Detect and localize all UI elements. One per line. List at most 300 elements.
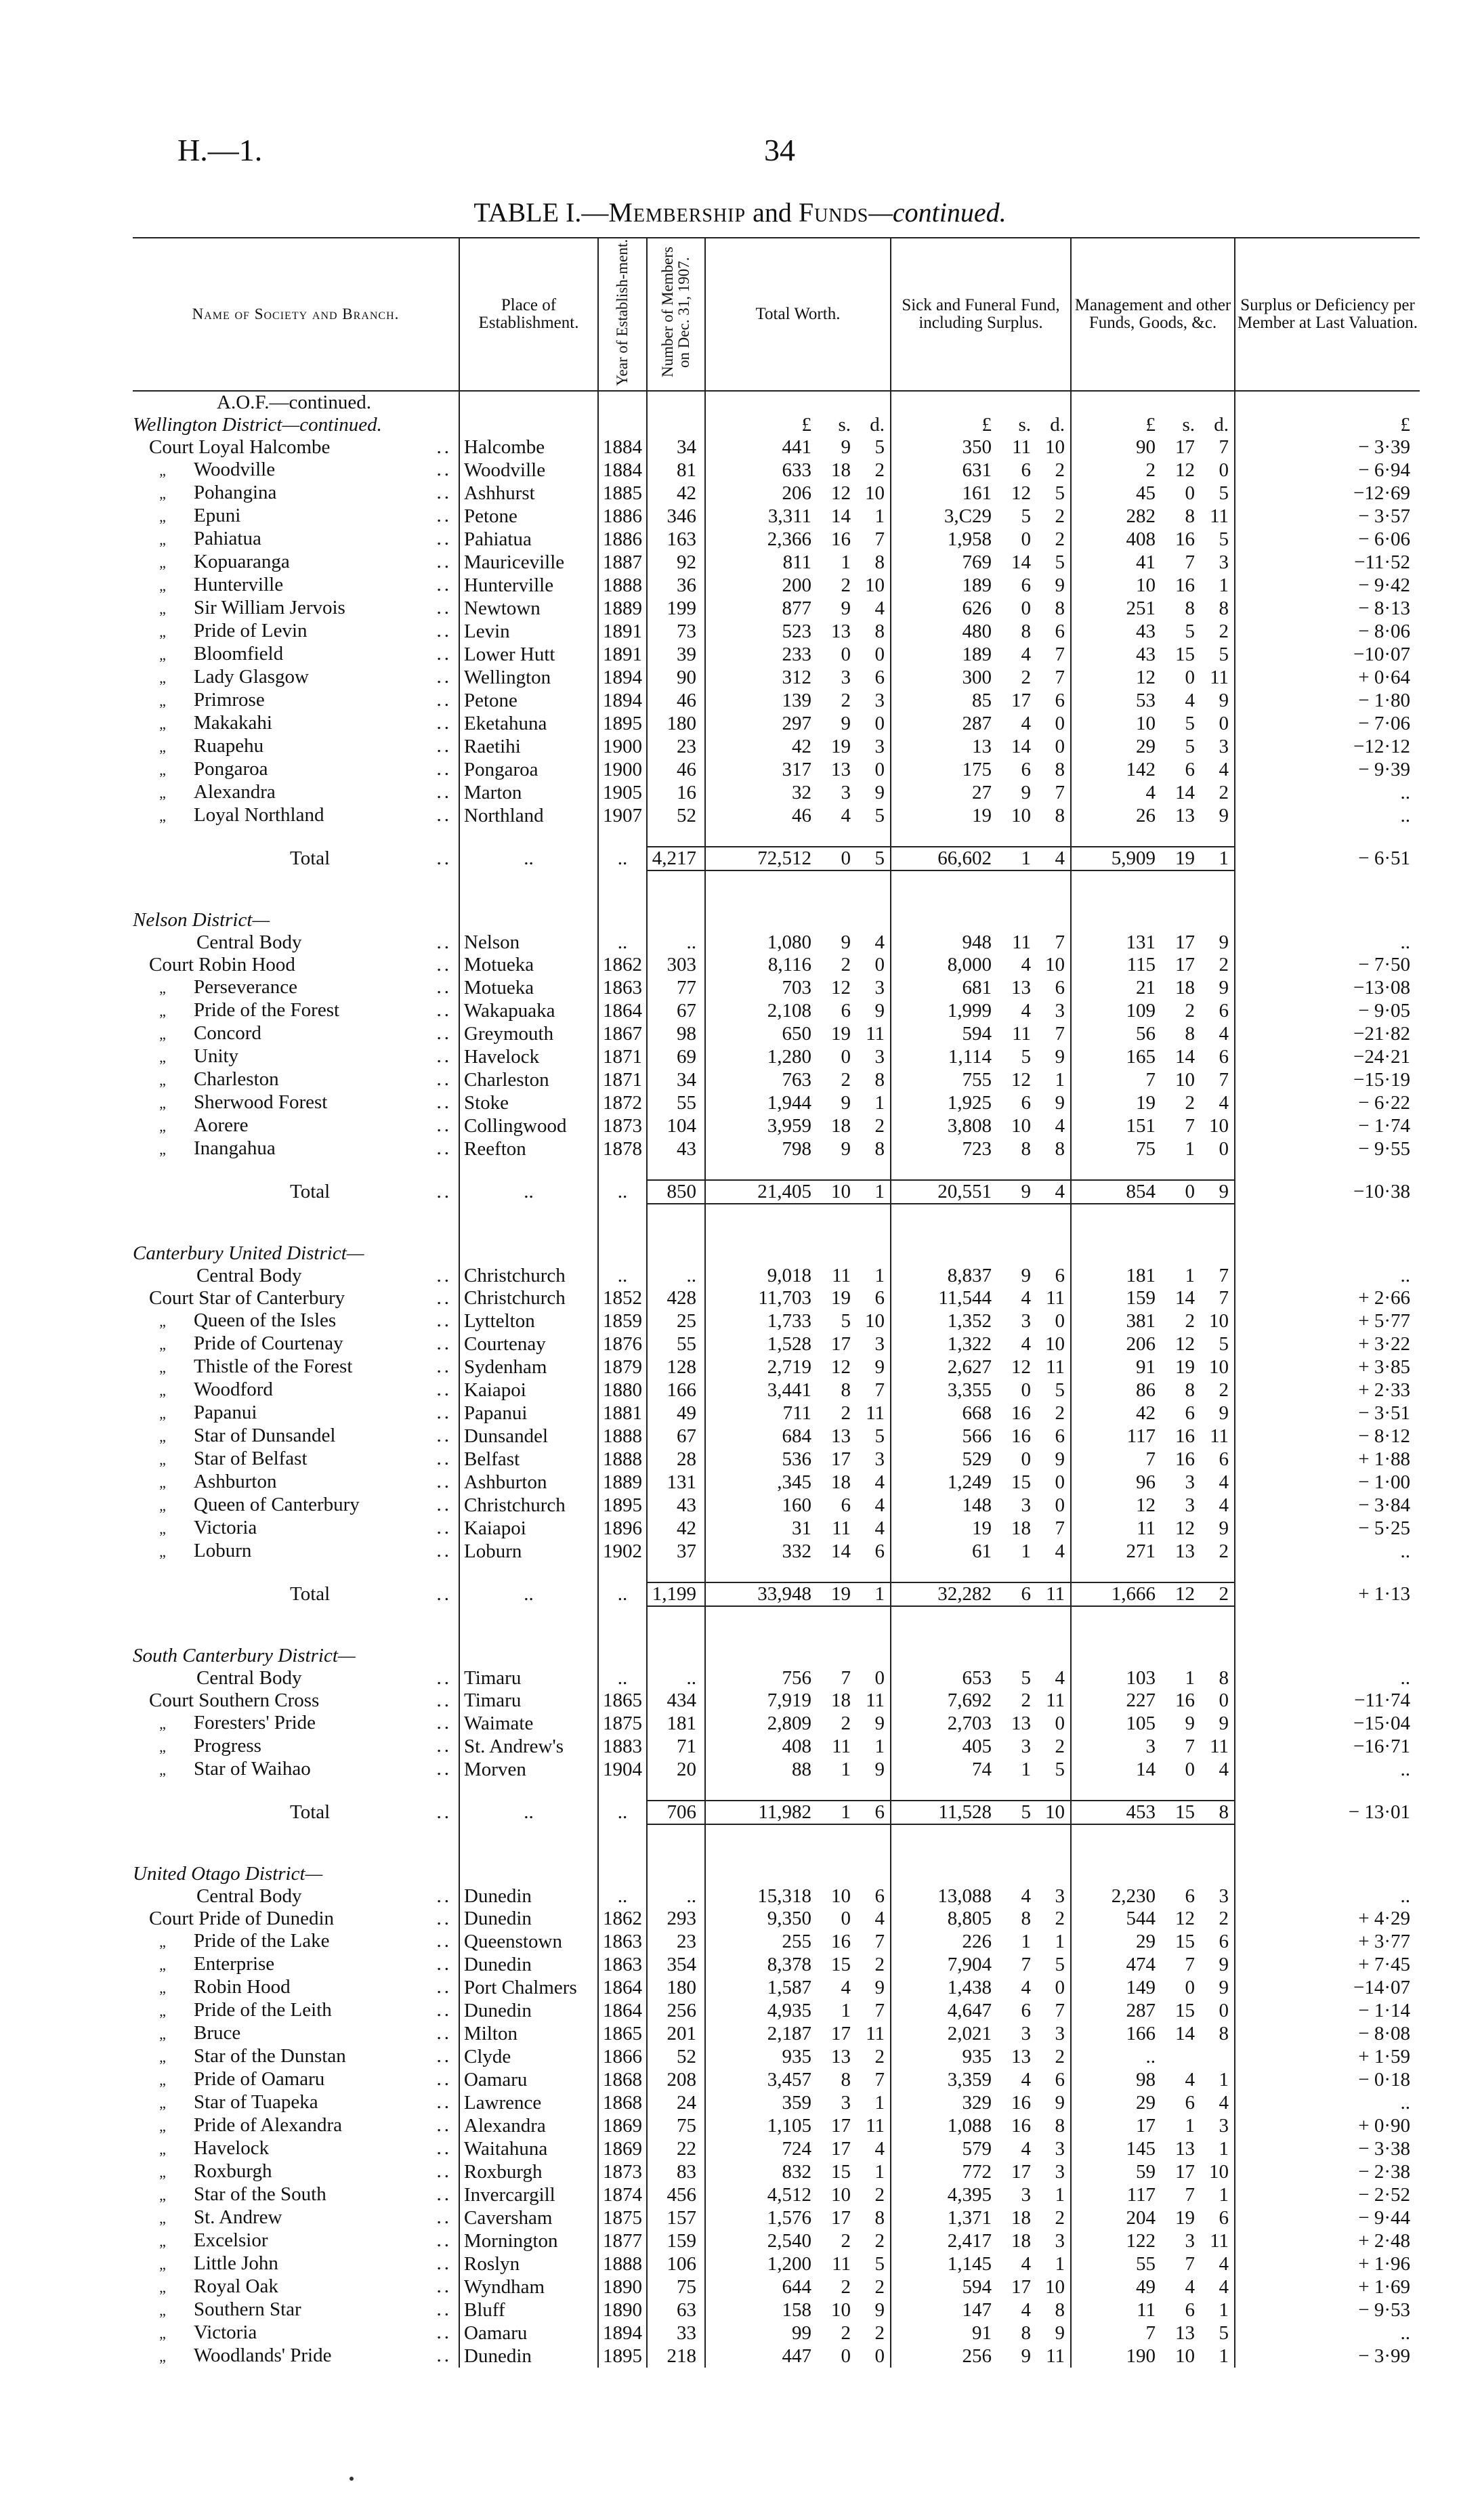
units-surplus [1235,1242,1420,1265]
spacer-cell [705,1563,891,1582]
sick-fund-pounds: 4,647 [947,1999,992,2021]
sick-fund-shillings: 8 [1021,1137,1031,1160]
members-value: 208 [667,2068,696,2091]
spacer-cell [598,909,647,931]
table-row [133,1540,1420,1563]
total-worth-value [713,1138,885,1160]
surplus-cell [1235,574,1420,597]
management-fund-pounds: 10 [1136,574,1156,596]
management-fund-pounds: 10 [1136,712,1156,734]
management-fund-pence: 8 [1219,1667,1229,1689]
total-worth [705,1930,891,1953]
place-cell [459,1379,598,1402]
management-fund-pounds: 49 [1136,2275,1156,2298]
units-worth [705,1645,891,1667]
sick-fund-shillings: 3 [1021,2183,1031,2206]
management-fund-pence: 2 [1219,1908,1229,1929]
total-worth-pence: 1 [874,1265,885,1286]
total-spacer [133,827,1420,847]
members-value: 28 [677,1448,696,1470]
place-cell [459,666,598,689]
members-cell [647,1953,705,1976]
spacer-cell [705,1626,891,1645]
table-row [133,2137,1420,2160]
surplus-cell [1235,2275,1420,2298]
sick-fund-pounds: 61 [972,1540,992,1562]
total-worth-pence: 7 [874,1379,885,1401]
leader-dots: .. [436,2068,452,2090]
place-name: Motueka [464,976,534,999]
total-worth-pounds: 644 [782,2275,811,2298]
total-worth-pounds: 724 [782,2137,811,2160]
year-value: 1883 [603,1735,642,1757]
spacer-cell [891,870,1071,890]
total-text: Total [290,1801,331,1823]
sick-fund-value [898,782,1065,804]
year-value: 1891 [603,643,642,665]
table-row [133,1402,1420,1425]
branch-name: Papanui [194,1402,257,1423]
management-fund-pounds: .. [1145,2045,1156,2067]
year-cell [598,2137,647,2160]
total-worth [705,2045,891,2068]
sick-fund-pence: 4 [1055,1540,1065,1562]
total-worth-pence: 8 [874,551,885,573]
total-worth-pounds: 523 [782,620,811,642]
year-cell [598,2068,647,2091]
sick-fund-pence: 8 [1055,2298,1065,2321]
surplus-cell [1235,482,1420,505]
sick-fund-shillings: 2 [1021,1689,1031,1711]
table-row [133,781,1420,804]
ditto-mark: „ [159,2049,166,2065]
sick-fund [891,1976,1071,1999]
total-worth-shillings: 2 [841,1402,851,1424]
surplus-cell [1235,1517,1420,1540]
sick-fund [891,1045,1071,1068]
total-worth-value [713,597,885,620]
place-cell [459,735,598,758]
leader-dots: .. [436,1930,452,1952]
place-name: Eketahuna [464,712,547,734]
sick-fund [891,735,1071,758]
total-worth-sum-pence: 1 [874,1583,885,1605]
sick-fund-shillings: 16 [1011,1402,1031,1424]
surplus-cell [1235,804,1420,827]
total-worth [705,689,891,712]
place-name: Stoke [464,1091,509,1114]
total-worth-pounds: 139 [782,689,811,711]
sick-fund-pounds: 329 [962,2091,992,2114]
total-worth-shillings: 14 [831,505,851,527]
sick-fund-pence: 3 [1055,1885,1065,1907]
sick-fund-value [898,1310,1065,1332]
total-worth-pence: 3 [874,1448,885,1470]
table-row [133,1265,1420,1287]
sick-fund-pence: 3 [1055,2229,1065,2252]
management-fund-shillings: 6 [1185,1402,1195,1424]
sick-fund-pence: 1 [1055,1930,1065,1952]
units-sick [891,1863,1071,1885]
management-fund [1071,1091,1235,1114]
leader-dots: .. [436,528,452,549]
management-fund-pounds: 12 [1136,666,1156,688]
total-worth-value [713,644,885,666]
members-value: 34 [677,1068,696,1091]
sick-fund-pence: 1 [1055,1068,1065,1091]
management-fund-pounds: 122 [1126,2229,1156,2252]
surplus-value: − 8·12 [1358,1425,1410,1447]
spacer-cell [1235,1563,1420,1582]
year-cell [598,1137,647,1160]
management-fund-value [1078,2345,1229,2368]
members-cell [647,436,705,459]
table-row [133,1425,1420,1448]
spacer-cell [598,391,647,414]
year-value: 1876 [603,1332,642,1355]
sick-fund-value [898,1287,1065,1309]
year-cell [598,954,647,976]
management-fund-value [1078,597,1229,620]
year-value: 1871 [603,1045,642,1068]
branch-name: Pride of the Leith [194,1999,332,2021]
year-value: 1884 [603,459,642,481]
branch-name: Unity [194,1045,239,1067]
total-worth-shillings: 8 [841,1379,851,1401]
total-worth-shillings: 1 [841,1758,851,1780]
spacer-cell [647,1242,705,1265]
management-fund [1071,781,1235,804]
district-name: Canterbury United District— [133,1242,364,1264]
total-worth [705,804,891,827]
total-worth-pence: 6 [874,1287,885,1309]
total-worth-pence: 9 [874,1976,885,1998]
management-fund-pounds: 151 [1126,1114,1156,1137]
members-value: 104 [667,1114,696,1137]
section-heading-row [133,391,1420,414]
total-worth-pounds: 408 [782,1735,811,1757]
management-fund-pence: 4 [1219,2252,1229,2275]
total-worth-pounds: 2,540 [767,2229,811,2252]
members-value: 201 [667,2022,696,2044]
table-row [133,1976,1420,1999]
management-fund-shillings: 0 [1185,482,1195,504]
society-name [133,781,459,804]
year-cell [598,1494,647,1517]
total-worth [705,1022,891,1045]
total-surplus-value: + 1·13 [1358,1583,1410,1605]
branch-name: Perseverance [194,976,297,998]
management-fund-value [1078,1517,1229,1540]
year-cell [598,1045,647,1068]
spacer-cell [647,1204,705,1223]
members-value: 81 [677,459,696,481]
total-worth-pence: 1 [874,2160,885,2183]
total-sick-sum [891,1582,1071,1606]
total-worth-pence: 7 [874,1930,885,1952]
spacer-cell [1235,1223,1420,1242]
branch-name: Court Southern Cross [149,1689,320,1711]
total-worth-shillings: 4 [841,1976,851,1998]
ditto-mark: „ [159,2095,166,2112]
sick-fund-shillings: 17 [1011,2275,1031,2298]
section-gap [133,1204,1420,1223]
total-worth-pence: 9 [874,781,885,803]
surplus-value: −14·07 [1353,1976,1410,1998]
management-fund-pence: 9 [1219,1517,1229,1539]
sick-fund-pence: 10 [1045,2275,1065,2298]
total-members-value: 850 [667,1181,696,1202]
units-mgmt [1071,1863,1235,1885]
header-name: Name of Society and Branch. [133,238,459,391]
place-name: Dunedin [464,1908,532,1929]
members-cell [647,1712,705,1735]
management-fund-value [1078,2253,1229,2275]
leader-dots: .. [436,2298,452,2320]
management-fund-pounds: 145 [1126,2137,1156,2160]
place-cell [459,689,598,712]
total-worth [705,1999,891,2022]
management-fund-pounds: 282 [1126,505,1156,527]
total-worth [705,1689,891,1712]
total-worth-shillings: 1 [841,551,851,573]
ditto-mark: „ [159,2002,166,2019]
management-fund-pence: 2 [1219,1379,1229,1401]
units-sick [891,1645,1071,1667]
management-fund-shillings: 19 [1175,1356,1195,1378]
total-worth-pence: 4 [874,597,885,619]
table-row [133,1287,1420,1309]
sick-fund-pounds: 2,703 [947,1712,992,1734]
society-name [133,1022,459,1045]
sick-fund-pence: 0 [1055,1976,1065,1998]
sick-fund [891,954,1071,976]
year-cell [598,482,647,505]
sick-fund-shillings: 4 [1021,1287,1031,1309]
management-fund-pence: 1 [1219,2068,1229,2091]
members-cell [647,1425,705,1448]
year-value: 1862 [603,954,642,975]
leader-dots: .. [436,1425,452,1446]
branch-name: Central Body [196,1885,302,1907]
place-cell [459,1402,598,1425]
ditto-mark: „ [159,1474,166,1491]
surplus-value: − 6·22 [1358,1091,1410,1114]
total-worth-pence: 7 [874,1999,885,2021]
total-worth-pence: 5 [874,436,885,458]
sick-fund-pounds: 594 [962,2275,992,2298]
members-cell [647,1540,705,1563]
management-fund-pounds: 381 [1126,1309,1156,1332]
total-text: Total [290,1583,331,1605]
management-fund-pounds: 11 [1137,2298,1156,2321]
total-worth-value [713,482,885,505]
sick-fund-pounds: 668 [962,1402,992,1424]
sick-fund-pounds: 7,904 [947,1953,992,1975]
district-heading-row [133,1645,1420,1667]
management-fund-pence: 3 [1219,1885,1229,1907]
sick-fund-pounds: 566 [962,1425,992,1447]
place-name: Queenstown [464,1930,562,1952]
management-fund-pounds: 42 [1136,1402,1156,1424]
surplus-cell [1235,2183,1420,2206]
surplus-cell [1235,1689,1420,1712]
members-value: 49 [677,1402,696,1424]
total-worth-shillings: 9 [841,931,851,953]
sick-fund [891,1540,1071,1563]
members-cell [647,735,705,758]
surplus-value: .. [1400,1885,1410,1907]
management-fund [1071,666,1235,689]
sick-fund [891,2137,1071,2160]
table-row [133,1137,1420,1160]
ditto-mark: „ [159,485,166,502]
place-name: Invercargill [464,2183,555,2206]
year-cell [598,1114,647,1137]
branch-name: Court Loyal Halcombe [149,436,331,458]
spacer-cell [891,391,1071,414]
sick-fund [891,551,1071,574]
total-worth-pounds: 832 [782,2160,811,2183]
society-name [133,1667,459,1689]
management-fund-pence: 2 [1219,1540,1229,1562]
total-mgmt-sum-pence: 9 [1219,1181,1229,1202]
total-worth-value [713,1448,885,1471]
management-fund [1071,2068,1235,2091]
total-worth-sum-pounds: 11,982 [758,1801,811,1823]
society-name [133,1494,459,1517]
leader-dots: .. [436,2322,452,2343]
district-heading [133,1242,459,1265]
members-cell [647,2068,705,2091]
total-mgmt-sum-pounds: 453 [1126,1801,1156,1823]
management-fund-pounds: 2,230 [1111,1885,1156,1907]
management-fund [1071,2252,1235,2275]
management-fund-value [1078,1333,1229,1356]
management-fund-value [1078,1115,1229,1137]
place-name: Raetihi [464,735,521,757]
sick-fund-shillings: 6 [1021,1999,1031,2021]
total-worth-shillings: 0 [841,643,851,665]
sick-fund-pence: 9 [1055,574,1065,596]
table-row [133,666,1420,689]
sick-fund-shillings: 4 [1021,1976,1031,1998]
society-name [133,689,459,712]
management-fund-shillings: 4 [1185,689,1195,711]
ditto-mark: „ [159,2279,166,2296]
sick-fund-value [898,1092,1065,1114]
surplus-cell [1235,689,1420,712]
place-name: Lower Hutt [464,643,555,665]
place-cell [459,1712,598,1735]
total-worth-value [713,1265,885,1287]
management-fund-shillings: 1 [1185,1265,1195,1286]
society-name [133,1885,459,1908]
management-fund-shillings: 6 [1185,2298,1195,2321]
table-row [133,1758,1420,1781]
members-value: 256 [667,1999,696,2021]
leader-dots: .. [436,574,452,595]
members-value: 42 [677,482,696,504]
year-value: 1905 [603,781,642,803]
total-worth [705,2114,891,2137]
year-value: 1880 [603,1379,642,1401]
total-worth-pounds: 99 [792,2322,811,2344]
total-mgmt-sum-value [1078,1583,1229,1605]
management-fund-shillings: 15 [1175,643,1195,665]
total-worth-pounds: 88 [792,1758,811,1780]
total-worth-shillings: 3 [841,781,851,803]
total-worth-sum [705,1180,891,1204]
management-fund-shillings: 1 [1185,1137,1195,1160]
leader-dots: .. [436,1091,452,1113]
total-mgmt-sum-shillings: 0 [1185,1181,1195,1202]
society-name [133,1309,459,1332]
management-fund-shillings: 18 [1175,976,1195,999]
table-row [133,2160,1420,2183]
spacer-cell [647,1824,705,1844]
sick-fund-pence: 6 [1055,1265,1065,1286]
total-worth-pounds: 4,935 [767,1999,811,2021]
management-fund-pence: 9 [1219,1712,1229,1734]
year-value: 1869 [603,2137,642,2160]
members-value: 434 [667,1689,696,1711]
total-worth-pounds: 1,280 [767,1045,811,1068]
society-name [133,482,459,505]
total-surplus-value: − 13·01 [1348,1801,1410,1823]
surplus-cell [1235,1712,1420,1735]
ditto-mark: „ [159,2072,166,2088]
total-worth-pence: 8 [874,2206,885,2229]
sick-fund-shillings: 14 [1011,551,1031,573]
ditto-mark: „ [159,1359,166,1376]
total-worth-pence: 6 [874,666,885,688]
units-surplus [1235,1863,1420,1885]
total-worth-sum-shillings: 19 [831,1583,851,1605]
total-worth-pence: 4 [874,1471,885,1493]
title-membership: Membership [608,197,746,228]
sick-fund-pounds: 755 [962,1068,992,1091]
surplus-value: + 2·48 [1358,2229,1410,2252]
total-worth-shillings: 9 [841,1137,851,1160]
section-spacer [133,1223,1420,1242]
branch-name: Robin Hood [194,1976,291,1998]
total-worth [705,666,891,689]
members-value: 46 [677,689,696,711]
spacer-cell [133,1204,459,1223]
surplus-value: − 3·99 [1358,2345,1410,2367]
table-row [133,804,1420,827]
total-worth-value [713,1287,885,1309]
sick-fund-pounds: 529 [962,1448,992,1470]
management-fund-pence: 4 [1219,758,1229,780]
total-worth-value [713,2115,885,2137]
sick-fund [891,689,1071,712]
total-worth-shillings: 3 [841,666,851,688]
total-worth [705,1471,891,1494]
units-sick [891,414,1071,436]
management-fund-pence: 8 [1219,2022,1229,2044]
sick-fund-shillings: 11 [1012,931,1031,953]
surplus-cell [1235,712,1420,735]
sick-fund-value [898,1023,1065,1045]
year-value: 1868 [603,2068,642,2091]
sick-fund-pence: 6 [1055,689,1065,711]
branch-name: Bloomfield [194,643,284,665]
total-worth-shillings: 12 [831,482,851,504]
total-members [647,1582,705,1606]
branch-name: Queen of the Isles [194,1309,337,1331]
